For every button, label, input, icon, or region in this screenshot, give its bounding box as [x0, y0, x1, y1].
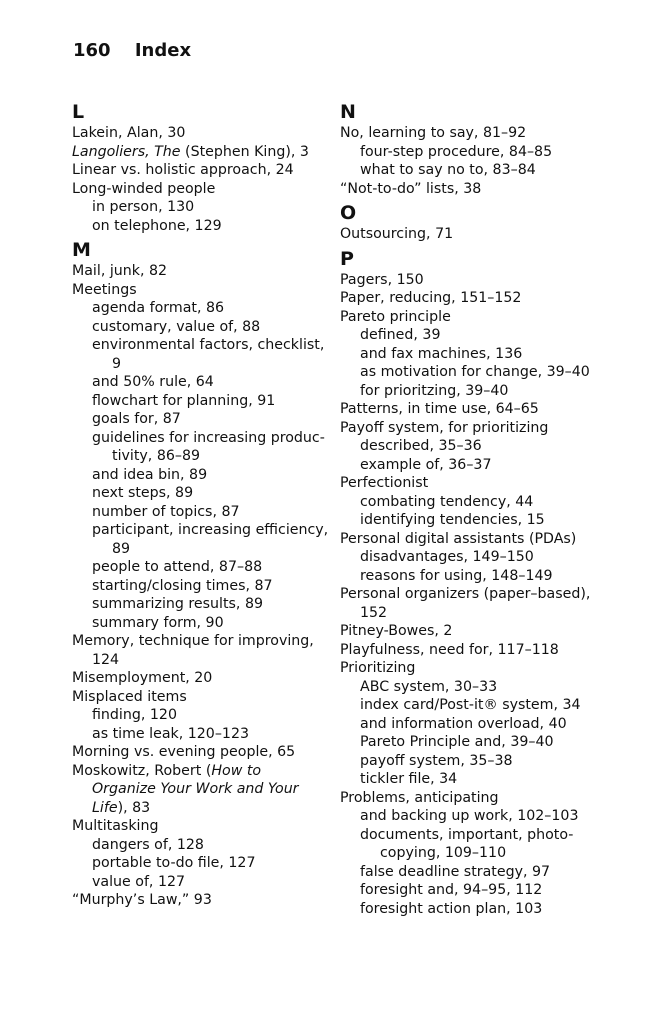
entry-text: disadvantages, 149–150 [360, 549, 534, 565]
index-entry [72, 281, 352, 300]
entry-text: as time leak, 120–123 [92, 725, 250, 742]
index-subentry [72, 725, 352, 744]
index-subentry [72, 392, 352, 411]
index-subentry [72, 336, 352, 373]
entry-text: as motivation for change, 39–40 [360, 364, 590, 380]
entry-text: Patterns, in time use, 64–65 [340, 401, 539, 417]
entry-text: Misemployment, 20 [72, 670, 213, 686]
index-subentry [340, 807, 620, 826]
section-letter: O [340, 202, 357, 224]
entry-text: (Stephen King), 3 [180, 143, 309, 160]
index-entry [72, 161, 352, 180]
entry-text: “Not-to-do” lists, 38 [340, 180, 482, 197]
entry-text: and backing up work, 102–103 [360, 808, 579, 824]
entry-text: “Murphy’s Law,” 93 [72, 892, 212, 908]
entry-text: four-step procedure, 84–85 [360, 143, 553, 160]
entry-text: guidelines for increasing produc- [92, 429, 325, 446]
index-subentry [340, 382, 620, 401]
entry-text-italic: How to [211, 762, 262, 779]
entry-text: Personal digital assistants (PDAs) [340, 530, 577, 547]
index-subentry [340, 143, 620, 162]
entry-text: 124 [92, 651, 120, 668]
index-subentry [340, 715, 620, 734]
index-subentry [340, 437, 620, 456]
running-title: Index [134, 40, 192, 61]
index-entry [72, 891, 352, 910]
index-subentry [72, 198, 352, 217]
entry-text: flowchart for planning, 91 [92, 392, 276, 409]
index-subentry [72, 836, 352, 855]
entry-text: foresight action plan, 103 [360, 900, 543, 917]
index-subentry [340, 493, 620, 512]
index-subentry [72, 318, 352, 337]
entry-text: ), 83 [117, 799, 151, 816]
index-entry [72, 669, 352, 688]
entry-text-italic: Organize Your Work and Your [92, 781, 299, 797]
entry-text: Playfulness, need for, 117–118 [340, 641, 559, 658]
index-subentry [340, 548, 620, 567]
index-subentry [340, 826, 620, 863]
entry-text: Morning vs. evening people, 65 [72, 744, 296, 760]
index-subentry [72, 873, 352, 892]
entry-text: documents, important, photo- [360, 826, 574, 843]
index-entry [340, 530, 620, 549]
entry-text: copying, 109–110 [380, 845, 507, 861]
entry-text: what to say no to, 83–84 [360, 162, 536, 178]
entry-text-italic: Life [92, 799, 118, 816]
index-subentry [72, 373, 352, 392]
index-entry [72, 817, 352, 836]
index-subentry [340, 456, 620, 475]
index-entry [340, 225, 620, 244]
index-subentry [72, 854, 352, 873]
index-entry [340, 289, 620, 308]
entry-text: false deadline strategy, 97 [360, 863, 551, 880]
entry-text: reasons for using, 148–149 [360, 567, 553, 584]
entry-text: portable to-do file, 127 [92, 855, 256, 871]
entry-text: 89 [112, 540, 131, 557]
entry-text: Pareto Principle and, 39–40 [360, 734, 554, 750]
entry-text: and information overload, 40 [360, 715, 567, 732]
entry-text: foresight and, 94–95, 112 [360, 882, 543, 898]
index-subentry [340, 345, 620, 364]
index-entry [340, 271, 620, 290]
index-subentry [340, 900, 620, 919]
entry-text: agenda format, 86 [92, 300, 225, 316]
entry-text: number of topics, 87 [92, 503, 240, 520]
index-subentry [72, 558, 352, 577]
entry-text: identifying tendencies, 15 [360, 512, 545, 528]
entry-text: Multitasking [72, 818, 159, 834]
entry-text: Memory, technique for improving, [72, 633, 314, 649]
index-column-left [72, 100, 352, 910]
index-subentry [72, 503, 352, 522]
entry-text: on telephone, 129 [92, 217, 222, 234]
entry-text: described, 35–36 [360, 438, 482, 454]
entry-text: 9 [112, 355, 122, 372]
index-subentry [72, 706, 352, 725]
entry-text: tickler file, 34 [360, 771, 458, 787]
index-subentry [340, 326, 620, 345]
index-subentry [340, 696, 620, 715]
entry-text: index card/Post-it® system, 34 [360, 697, 581, 713]
index-subentry [340, 733, 620, 752]
index-entry [340, 419, 620, 438]
entry-text: ABC system, 30–33 [360, 678, 498, 695]
entry-text-italic: Langoliers, The [72, 143, 181, 160]
entry-text: Perfectionist [340, 475, 429, 491]
entry-text: finding, 120 [92, 707, 177, 723]
index-entry [340, 124, 620, 143]
index-subentry [340, 678, 620, 697]
section-letter: L [72, 101, 85, 123]
entry-text: 152 [360, 604, 388, 621]
entry-text: Mail, junk, 82 [72, 263, 168, 279]
entry-text: starting/closing times, 87 [92, 577, 273, 594]
entry-text: Linear vs. holistic approach, 24 [72, 162, 294, 178]
entry-text: environmental factors, checklist, [92, 337, 325, 353]
index-entry [72, 124, 352, 143]
index-column-right [340, 100, 620, 918]
entry-text: next steps, 89 [92, 485, 194, 501]
entry-text: tivity, 86–89 [112, 448, 201, 464]
index-entry [340, 659, 620, 678]
section-letter: M [72, 239, 91, 261]
entry-text: dangers of, 128 [92, 836, 204, 853]
entry-text: Long-winded people [72, 180, 216, 197]
index-entry [72, 180, 352, 199]
index-subentry [340, 752, 620, 771]
section-letter: N [340, 101, 356, 123]
index-subentry [72, 521, 352, 558]
index-entry [340, 400, 620, 419]
page-number: 160 [73, 40, 111, 61]
index-subentry [340, 567, 620, 586]
running-header [73, 40, 191, 61]
entry-text: people to attend, 87–88 [92, 559, 263, 575]
entry-text: Outsourcing, 71 [340, 226, 454, 242]
index-entry [340, 474, 620, 493]
entry-text: value of, 127 [92, 873, 186, 890]
entry-text: and fax machines, 136 [360, 345, 523, 362]
entry-text: Meetings [72, 281, 137, 298]
entry-text: Problems, anticipating [340, 789, 499, 806]
entry-text: participant, increasing efficiency, [92, 522, 329, 538]
entry-text: in person, 130 [92, 199, 195, 215]
index-subentry [340, 161, 620, 180]
index-entry [340, 180, 620, 199]
index-subentry [72, 299, 352, 318]
section-letter: P [340, 247, 354, 270]
index-subentry [72, 429, 352, 466]
index-subentry [72, 577, 352, 596]
index-subentry [340, 863, 620, 882]
entry-text: Personal organizers (paper–based), [340, 586, 591, 602]
index-entry [340, 641, 620, 660]
index-subentry [340, 881, 620, 900]
index-subentry [72, 466, 352, 485]
entry-text: and 50% rule, 64 [92, 374, 214, 390]
index-entry [340, 789, 620, 808]
index-subentry [72, 614, 352, 633]
entry-text: example of, 36–37 [360, 456, 492, 473]
entry-text: and idea bin, 89 [92, 466, 208, 483]
entry-text: payoff system, 35–38 [360, 752, 513, 769]
entry-text: Pagers, 150 [340, 271, 424, 288]
index-subentry [340, 511, 620, 530]
index-subentry [72, 484, 352, 503]
index-entry [72, 262, 352, 281]
entry-text: summary form, 90 [92, 614, 224, 631]
entry-text: for prioritzing, 39–40 [360, 382, 509, 399]
entry-text: No, learning to say, 81–92 [340, 125, 527, 141]
entry-text: Prioritizing [340, 660, 416, 676]
entry-text: combating tendency, 44 [360, 493, 534, 510]
index-subentry [72, 217, 352, 236]
entry-text: summarizing results, 89 [92, 596, 263, 612]
index-subentry [72, 595, 352, 614]
entry-text: Lakein, Alan, 30 [72, 125, 186, 141]
index-subentry [340, 363, 620, 382]
entry-text: defined, 39 [360, 327, 441, 343]
index-entry [72, 143, 352, 162]
index-subentry [340, 770, 620, 789]
index-subentry [72, 410, 352, 429]
entry-text: Paper, reducing, 151–152 [340, 290, 522, 306]
index-entry [340, 308, 620, 327]
entry-text: Pitney-Bowes, 2 [340, 623, 453, 639]
entry-text: customary, value of, 88 [92, 318, 261, 335]
entry-text: Pareto principle [340, 308, 451, 325]
entry-text: Payoff system, for prioritizing [340, 419, 549, 436]
entry-text: Misplaced items [72, 688, 187, 705]
index-entry [72, 688, 352, 707]
index-entry [340, 585, 620, 622]
entry-text: goals for, 87 [92, 411, 181, 427]
index-entry [72, 632, 352, 669]
entry-text: Moskowitz, Robert ( [72, 762, 212, 779]
index-entry [340, 622, 620, 641]
index-entry [72, 762, 352, 818]
index-entry [72, 743, 352, 762]
